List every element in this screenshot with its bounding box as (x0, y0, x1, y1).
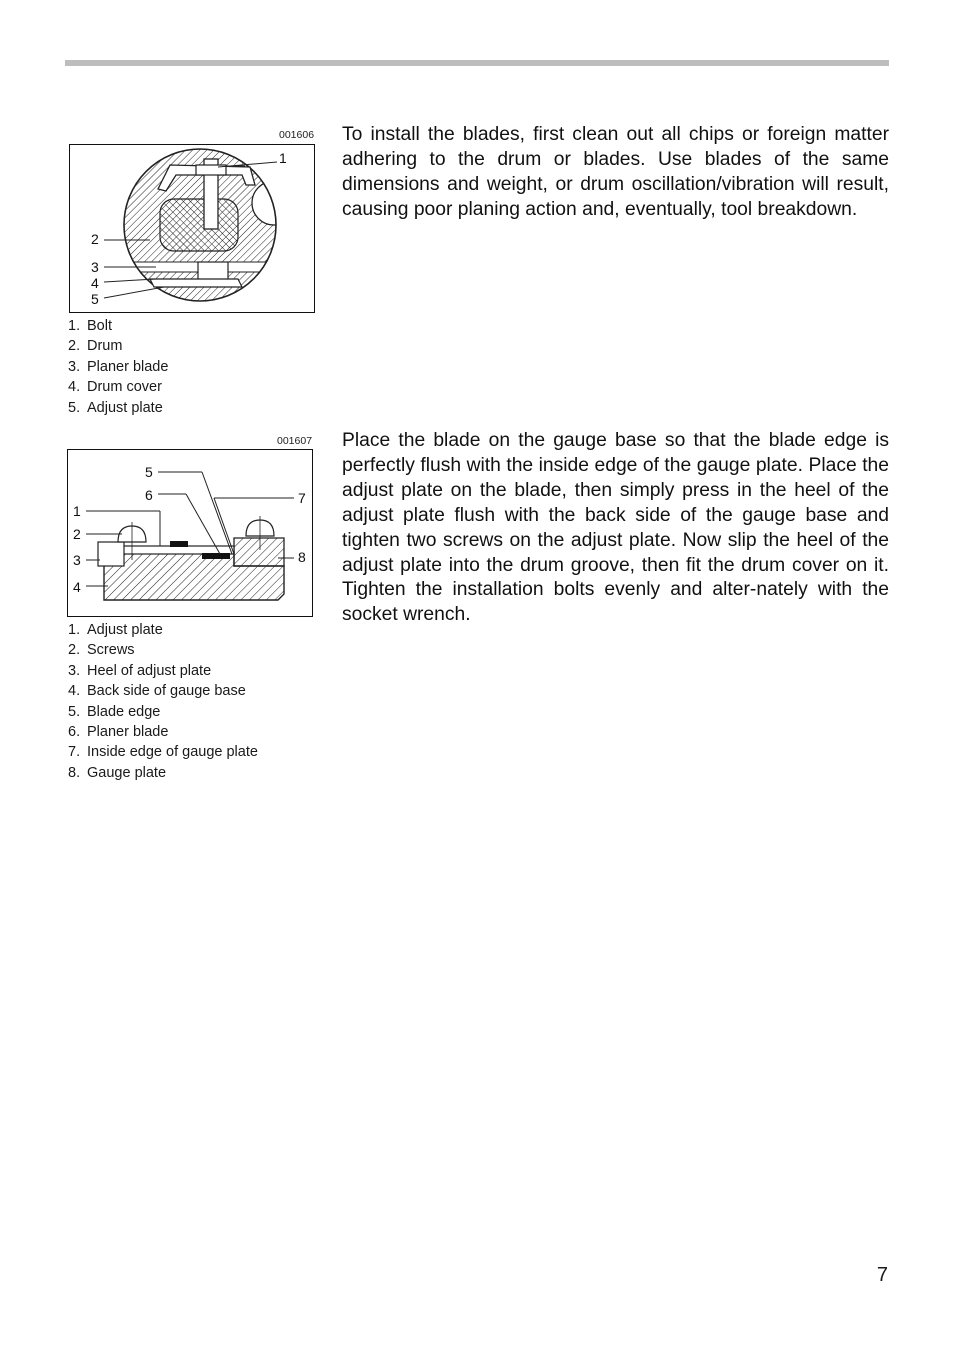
gauge-diagram (68, 450, 314, 618)
drum-diagram (70, 145, 316, 314)
legend-item: 4. Back side of gauge base (68, 683, 246, 700)
callout-1: 1 (73, 503, 81, 519)
legend-item: 2. Screws (68, 642, 135, 659)
callout-6: 6 (145, 487, 153, 503)
callout-3: 3 (73, 552, 81, 568)
callout-4: 4 (73, 579, 81, 595)
callout-5: 5 (91, 291, 99, 307)
legend-item: 3. Heel of adjust plate (68, 662, 212, 679)
callout-8: 8 (298, 549, 306, 565)
legend-item: 4. Drum cover (68, 379, 162, 396)
callout-1: 1 (279, 150, 287, 166)
callout-5: 5 (145, 464, 153, 480)
legend-item: 1. Bolt (68, 318, 112, 334)
callout-2: 2 (91, 231, 99, 247)
paragraph-install-blades: To install the blades, first clean out all chips or foreign matter adhering to the drum or blades. Use blades of the same dimensions and weight, or drum oscillation/vibration will result, causing poor planing action and, eventually, tool breakdown. (342, 124, 889, 220)
figure1-code: 001606 (279, 129, 315, 141)
callout-3: 3 (91, 259, 99, 275)
legend-item: 2. Drum (68, 338, 123, 355)
legend-item: 8. Gauge plate (68, 764, 167, 781)
figure1-legend (68, 316, 168, 418)
legend-item: 5. Adjust plate (68, 399, 163, 416)
legend-item: 6. Planer blade (68, 724, 169, 741)
gauge-illustration (67, 449, 313, 617)
legend-item: 7. Inside edge of gauge plate (68, 744, 258, 761)
callout-4: 4 (91, 275, 99, 291)
legend-item: 3. Planer blade (68, 358, 169, 375)
figure2-legend (68, 620, 258, 783)
page-number: 7 (876, 1264, 888, 1286)
drum-illustration (69, 144, 315, 313)
figure2-code: 001607 (277, 435, 313, 447)
callout-7: 7 (298, 490, 306, 506)
top-rule (65, 60, 889, 66)
legend-item: 1. Adjust plate (68, 622, 163, 638)
paragraph-gauge-procedure: Place the blade on the gauge base so that the blade edge is perfectly flush with the inside edge of the gauge plate. Place the adjust plate on the blade, then simply press in the heel of the adjust plate flush with the back side of the gauge base and tighten two screws on the adjust plate. Now slip the heel of the adjust plate into the drum groove, then fit the drum cover on it. Tighten the installation bolts evenly and alter-nately with the socket wrench. (342, 430, 889, 626)
callout-2: 2 (73, 526, 81, 542)
legend-item: 5. Blade edge (68, 703, 161, 720)
